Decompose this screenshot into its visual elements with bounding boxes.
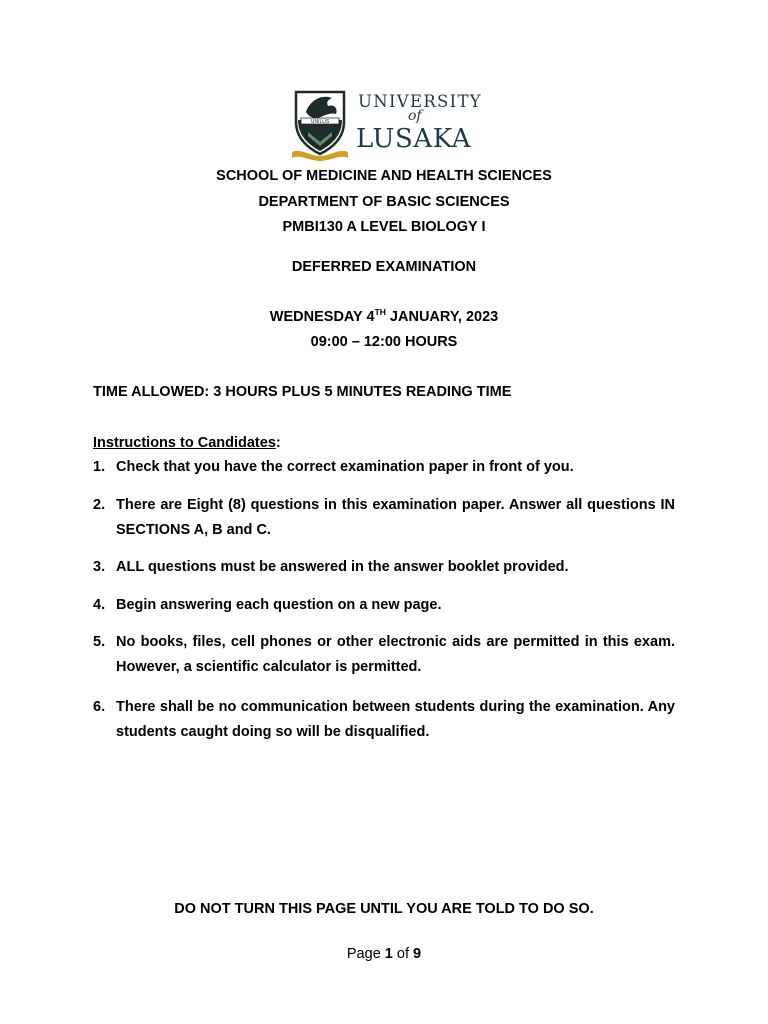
instruction-item: [93, 555, 675, 580]
instruction-text: ALL questions must be answered in the answer booklet provided.: [116, 559, 569, 575]
exam-date-superscript: TH: [374, 307, 386, 317]
instruction-text: Check that you have the correct examination paper in front of you.: [116, 459, 574, 475]
instruction-item: [93, 695, 675, 745]
exam-date-day: WEDNESDAY 4: [269, 309, 375, 325]
logo-word-university: UNIVERSITY: [358, 92, 482, 111]
instructions-heading: [93, 435, 281, 451]
instruction-item: [93, 630, 675, 680]
instruction-item: [93, 493, 675, 543]
exam-date-month-year: JANUARY, 2023: [385, 309, 499, 325]
course-title: PMBI130 A LEVEL BIOLOGY I: [282, 219, 486, 235]
instruction-text: There are Eight (8) questions in this examination paper. Answer all questions IN SECTIONS A, B and C.: [116, 497, 675, 538]
instruction-number: 5.: [93, 634, 106, 650]
exam-type: DEFERRED EXAMINATION: [291, 259, 477, 275]
instruction-text: Begin answering each question on a new page.: [116, 597, 442, 613]
exam-time: 09:00 – 12:00 HOURS: [310, 334, 458, 350]
time-allowed: TIME ALLOWED: 3 HOURS PLUS 5 MINUTES READING TIME: [93, 384, 512, 400]
instruction-text: There shall be no communication between students during the examination. Any students caught doing so will be disqualified.: [116, 699, 675, 740]
school-name: SCHOOL OF MEDICINE AND HEALTH SCIENCES: [216, 168, 552, 184]
crest-icon: [290, 86, 350, 162]
do-not-turn-warning: DO NOT TURN THIS PAGE UNTIL YOU ARE TOLD TO DO SO.: [174, 901, 594, 917]
exam-date: [0, 309, 768, 325]
instruction-item: [93, 455, 675, 480]
instruction-number: 1.: [93, 459, 106, 475]
instructions-heading-colon: :: [275, 435, 281, 451]
instruction-item: [93, 593, 675, 618]
page-total: 9: [413, 946, 422, 962]
crest-motto: UNILUS: [310, 119, 330, 125]
university-logo: [290, 86, 480, 162]
instruction-number: 3.: [93, 559, 106, 575]
instructions-heading-text: Instructions to Candidates: [93, 435, 276, 451]
page-of-label: of: [392, 946, 414, 962]
logo-word-lusaka: LUSAKA: [356, 124, 472, 154]
instruction-number: 4.: [93, 597, 106, 613]
department-name: DEPARTMENT OF BASIC SCIENCES: [258, 194, 510, 210]
instruction-text: No books, files, cell phones or other electronic aids are permitted in this exam. However, a scientific calculator is permitted.: [116, 634, 675, 675]
logo-word-of: of: [408, 108, 422, 124]
page-current: 1: [384, 946, 393, 962]
instruction-number: 6.: [93, 699, 106, 715]
page-number-footer: [0, 946, 768, 962]
page-label: Page: [346, 946, 385, 962]
instruction-number: 2.: [93, 497, 106, 513]
